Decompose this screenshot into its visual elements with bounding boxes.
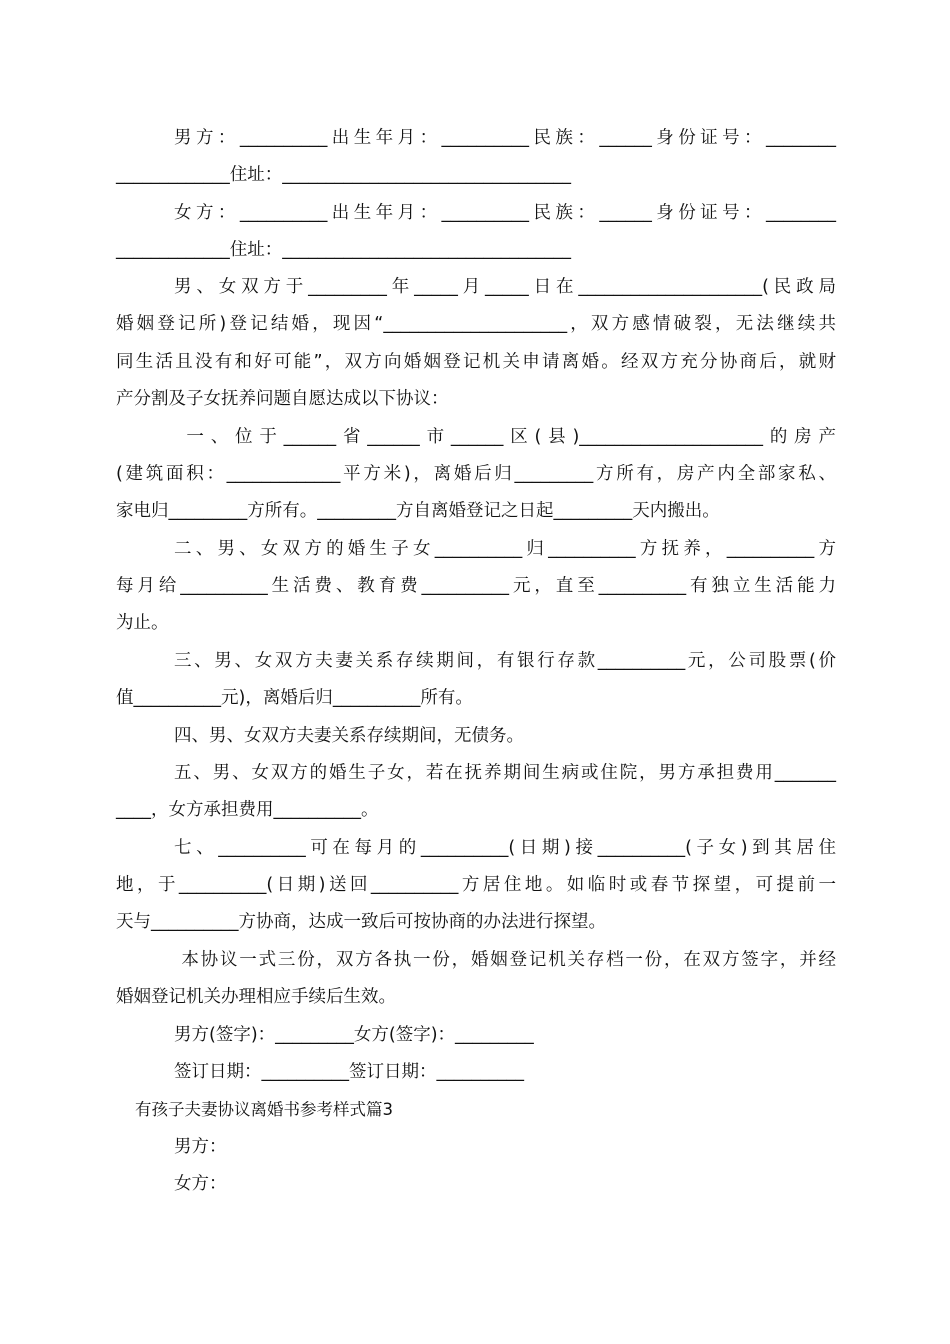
clause-1-line: 一、位于______省______市______区(县)_____________________的房产 [174, 427, 836, 447]
clause-7-line: 地，于__________(日期)送回__________方居住地。如临时或春节探望，可提前一 [116, 875, 836, 895]
male-party-line: 男方：__________出生年月：__________民族：______身份证号：________ [174, 128, 836, 148]
clause-5-line: ____，女方承担费用__________。 [116, 800, 379, 820]
clause-3-line: 值__________元)，离婚后归__________所有。 [116, 688, 473, 708]
male-address-line: _____________住址：_________________________________ [116, 165, 571, 185]
clause-1-line: (建筑面积：_____________平方米)，离婚后归_________方所有，房产内全部家私、 [116, 464, 836, 484]
paragraph-line: 同生活且没有和好可能”，双方向婚姻登记机关申请离婚。经双方充分协商后，就财 [116, 352, 836, 372]
date-line: 签订日期：__________签订日期：__________ [174, 1062, 524, 1082]
male-party-label: 男方： [174, 1137, 227, 1157]
female-address-line: _____________住址：_________________________________ [116, 240, 571, 260]
clause-1-line: 家电归_________方所有。_________方自离婚登记之日起_________天内搬出。 [116, 501, 720, 521]
paragraph-line: 产分割及子女抚养问题自愿达成以下协议： [116, 389, 449, 409]
clause-2-line: 每月给__________生活费、教育费__________元，直至__________有独立生活能力 [116, 576, 836, 596]
clause-3-line: 三、男、女双方夫妻关系存续期间，有银行存款__________元，公司股票(价 [174, 651, 836, 671]
clause-2-line: 为止。 [116, 613, 169, 633]
paragraph-line: 男、女双方于_________年_____月_____日在_____________________(民政局 [174, 277, 836, 297]
clause-5-line: 五、男、女双方的婚生子女，若在抚养期间生病或住院，男方承担费用_______ [174, 763, 836, 783]
section-heading: 有孩子夫妻协议离婚书参考样式篇3 [135, 1100, 393, 1119]
closing-line: 婚姻登记机关办理相应手续后生效。 [116, 987, 396, 1007]
clause-7-line: 七、__________可在每月的__________(日期)接__________(子女)到其居住 [174, 838, 836, 858]
signature-line: 男方(签字)：_________女方(签字)：_________ [174, 1025, 534, 1045]
clause-7-line: 天与__________方协商，达成一致后可按协商的办法进行探望。 [116, 912, 606, 932]
clause-2-line: 二、男、女双方的婚生子女__________归__________方抚养，__________方 [174, 539, 836, 559]
closing-line: 本协议一式三份，双方各执一份，婚姻登记机关存档一份，在双方签字，并经 [174, 950, 836, 970]
paragraph-line: 婚姻登记所)登记结婚，现因“_____________________，双方感情破裂，无法继续共 [116, 314, 836, 334]
female-party-line: 女方：__________出生年月：__________民族：______身份证号：________ [174, 203, 836, 223]
clause-4-line: 四、男、女双方夫妻关系存续期间，无债务。 [174, 726, 524, 746]
female-party-label: 女方： [174, 1174, 227, 1194]
